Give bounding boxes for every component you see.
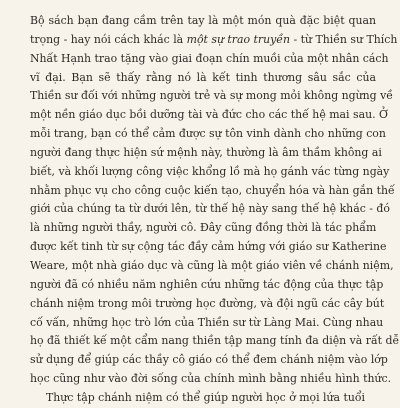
text-line: biết, và khối lượng công việc khổng lồ mà họ gánh vác từng ngày	[30, 164, 390, 178]
text-line: Thiền sư đối với những người trẻ và sự mong mỏi không ngừng về	[30, 89, 393, 103]
text-segment: - từ Thiền sư Thích	[290, 32, 398, 46]
text-line: vĩ đại. Bạn sẽ thấy rằng nó là kết tinh thương sâu sắc của	[30, 70, 376, 84]
text-line: Weare, một nhà giáo dục và cũng là một giáo viên về chánh niệm,	[30, 258, 394, 272]
text-line: giới của chúng ta từ dưới lên, từ thế hệ này sang thế hệ khác - đó	[30, 202, 390, 216]
emphasized-phrase: một sự trao truyền	[186, 32, 290, 46]
text-line: họ đã thiết kế một cẩm nang thiền tập mang tính đa diện và rất dễ	[30, 334, 400, 348]
text-line: chánh niệm trong môi trường học đường, và đội ngũ các cây bút	[30, 296, 385, 310]
body-paragraph	[30, 12, 400, 389]
next-paragraph-first-line: Thực tập chánh niệm có thể giúp người học ở mọi lứa tuổi	[46, 391, 366, 404]
text-line: một nền giáo dục bồi dưỡng tài và đức cho các thế hệ mai sau. Ở	[30, 108, 388, 122]
text-line: mỗi trang, bạn có thể cảm được sự tôn vinh dành cho những con	[30, 127, 386, 141]
text-line: sử dụng để giúp các thầy cô giáo có thể đem chánh niệm vào lớp	[30, 353, 388, 367]
text-line: người đã có nhiều năm nghiên cứu những tác động của thực tập	[30, 277, 384, 291]
text-segment: trọng - hay nói cách khác là	[30, 32, 187, 46]
text-line: người đang thực hiện sứ mệnh này, thường là âm thầm không ai	[30, 145, 382, 159]
text-line: cố vấn, những học trò lớn của Thiền sư từ Làng Mai. Cùng nhau	[30, 315, 384, 329]
text-line: nhằm phục vụ cho công cuộc kiến tạo, chuyển hóa và hàn gắn thế	[30, 183, 395, 197]
text-line	[30, 31, 398, 50]
text-line: được kết tinh từ sự cộng tác đầy cảm hứng với giáo sư Katherine	[30, 240, 387, 254]
text-line: học cũng như vào đời sống của chính mình bằng nhiều hình thức.	[30, 372, 392, 386]
text-line: Nhất Hạnh trao tặng vào giai đoạn chín muồi của một nhân cách	[30, 51, 389, 65]
text-line: Bộ sách bạn đang cầm trên tay là một món quà đặc biệt quan	[30, 14, 376, 27]
text-line: là những người thầy, người cô. Đây cũng đồng thời là tác phẩm	[30, 221, 377, 235]
